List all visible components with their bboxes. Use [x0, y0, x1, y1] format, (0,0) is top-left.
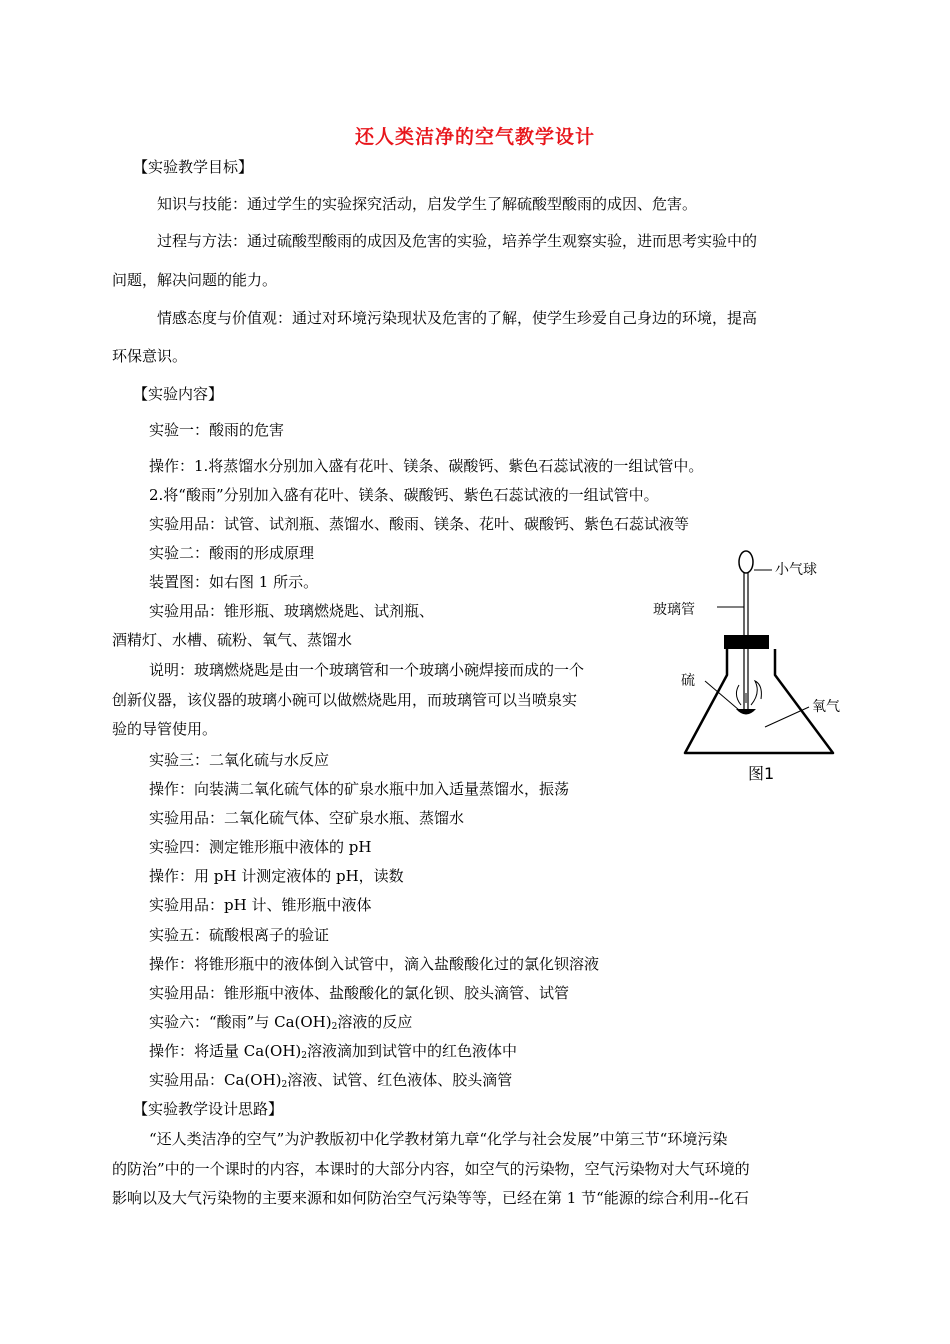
exp2-items-line1: 实验用品：锥形瓶、玻璃燃烧匙、试剂瓶、: [149, 602, 435, 620]
subscript-2: 2: [301, 1051, 308, 1061]
subscript-2: 2: [331, 1022, 338, 1032]
goal-attitude-line1: 情感态度与价值观：通过对环境污染现状及危害的了解，使学生珍爱自己身边的环境，提高: [157, 309, 758, 327]
subscript-2: 2: [281, 1080, 288, 1090]
exp6-items-b: 溶液、试管、红色液体、胶头滴管: [287, 1071, 513, 1089]
exp6-operation: [149, 1041, 517, 1061]
oxygen-pointer: [765, 707, 809, 727]
exp3-title: 实验三：二氧化硫与水反应: [149, 751, 330, 769]
content-heading: 【实验内容】: [133, 385, 224, 403]
exp2-device: 装置图：如右图 1 所示。: [149, 573, 319, 591]
exp6-title-a: 实验六：“酸雨”与 Ca(OH): [149, 1013, 332, 1031]
exp6-operation-b: 溶液滴加到试管中的红色液体中: [307, 1042, 518, 1060]
design-heading: 【实验教学设计思路】: [133, 1100, 284, 1118]
exp6-title: [149, 1012, 412, 1032]
label-tube: 玻璃管: [653, 602, 695, 618]
exp1-operation-2: 2.将“酸雨”分别加入盛有花叶、镁条、碳酸钙、紫色石蕊试液的一组试管中。: [149, 486, 659, 504]
design-line3: 影响以及大气污染物的主要来源和如何防治空气污染等等，已经在第 1 节“能源的综合利用--化石: [112, 1189, 749, 1207]
figure-caption: 图1: [748, 764, 775, 783]
exp2-note-line1: 说明：玻璃燃烧匙是由一个玻璃管和一个玻璃小碗焊接而成的一个: [149, 661, 585, 679]
goal-knowledge: 知识与技能：通过学生的实验探究活动，启发学生了解硫酸型酸雨的成因、危害。: [157, 195, 698, 213]
stopper: [724, 635, 769, 649]
exp6-operation-a: 操作：将适量 Ca(OH): [149, 1042, 302, 1060]
figure-1-apparatus: [615, 545, 860, 795]
flask-outline: [685, 649, 833, 753]
exp6-items: [149, 1070, 512, 1090]
exp6-title-b: 溶液的反应: [337, 1013, 413, 1031]
exp2-note-line2: 创新仪器，该仪器的玻璃小碗可以做燃烧匙用，而玻璃管可以当喷泉实: [112, 691, 578, 709]
goal-process-line1: 过程与方法：通过硫酸型酸雨的成因及危害的实验，培养学生观察实验，进而思考实验中的: [157, 232, 758, 250]
exp2-note-line3: 验的导管使用。: [112, 720, 218, 738]
goal-process-line2: 问题，解决问题的能力。: [112, 271, 278, 289]
exp4-items: 实验用品：pH 计、锥形瓶中液体: [149, 896, 372, 914]
label-oxygen: 氧气: [812, 699, 840, 715]
exp3-operation: 操作：向装满二氧化硫气体的矿泉水瓶中加入适量蒸馏水，振荡: [149, 780, 570, 798]
label-balloon: 小气球: [775, 562, 817, 578]
exp1-items: 实验用品：试管、试剂瓶、蒸馏水、酸雨、镁条、花叶、碳酸钙、紫色石蕊试液等: [149, 515, 690, 533]
exp1-title: 实验一：酸雨的危害: [149, 421, 285, 439]
design-line2: 的防治”中的一个课时的内容，本课时的大部分内容，如空气的污染物，空气污染物对大气环境的: [112, 1160, 750, 1178]
exp4-operation: 操作：用 pH 计测定液体的 pH，读数: [149, 867, 404, 885]
exp3-items: 实验用品：二氧化硫气体、空矿泉水瓶、蒸馏水: [149, 809, 465, 827]
exp1-operation-1: 操作：1.将蒸馏水分别加入盛有花叶、镁条、碳酸钙、紫色石蕊试液的一组试管中。: [149, 457, 704, 475]
sulfur-flame: [736, 681, 761, 705]
goal-attitude-line2: 环保意识。: [112, 347, 188, 365]
exp6-items-a: 实验用品：Ca(OH): [149, 1071, 282, 1089]
design-line1: “还人类洁净的空气”为沪教版初中化学教材第九章“化学与社会发展”中第三节“环境污染: [149, 1130, 728, 1148]
label-sulfur: 硫: [681, 673, 695, 689]
goals-heading: 【实验教学目标】: [133, 158, 254, 176]
exp2-items-line2: 酒精灯、水槽、硫粉、氧气、蒸馏水: [112, 631, 353, 649]
exp2-title: 实验二：酸雨的形成原理: [149, 544, 315, 562]
exp5-operation: 操作：将锥形瓶中的液体倒入试管中，滴入盐酸酸化过的氯化钡溶液: [149, 955, 600, 973]
exp4-title: 实验四：测定锥形瓶中液体的 pH: [149, 838, 372, 856]
exp5-items: 实验用品：锥形瓶中液体、盐酸酸化的氯化钡、胶头滴管、试管: [149, 984, 570, 1002]
balloon-shape: [739, 551, 753, 573]
exp5-title: 实验五：硫酸根离子的验证: [149, 926, 330, 944]
page-title: 还人类洁净的空气教学设计: [354, 126, 595, 148]
